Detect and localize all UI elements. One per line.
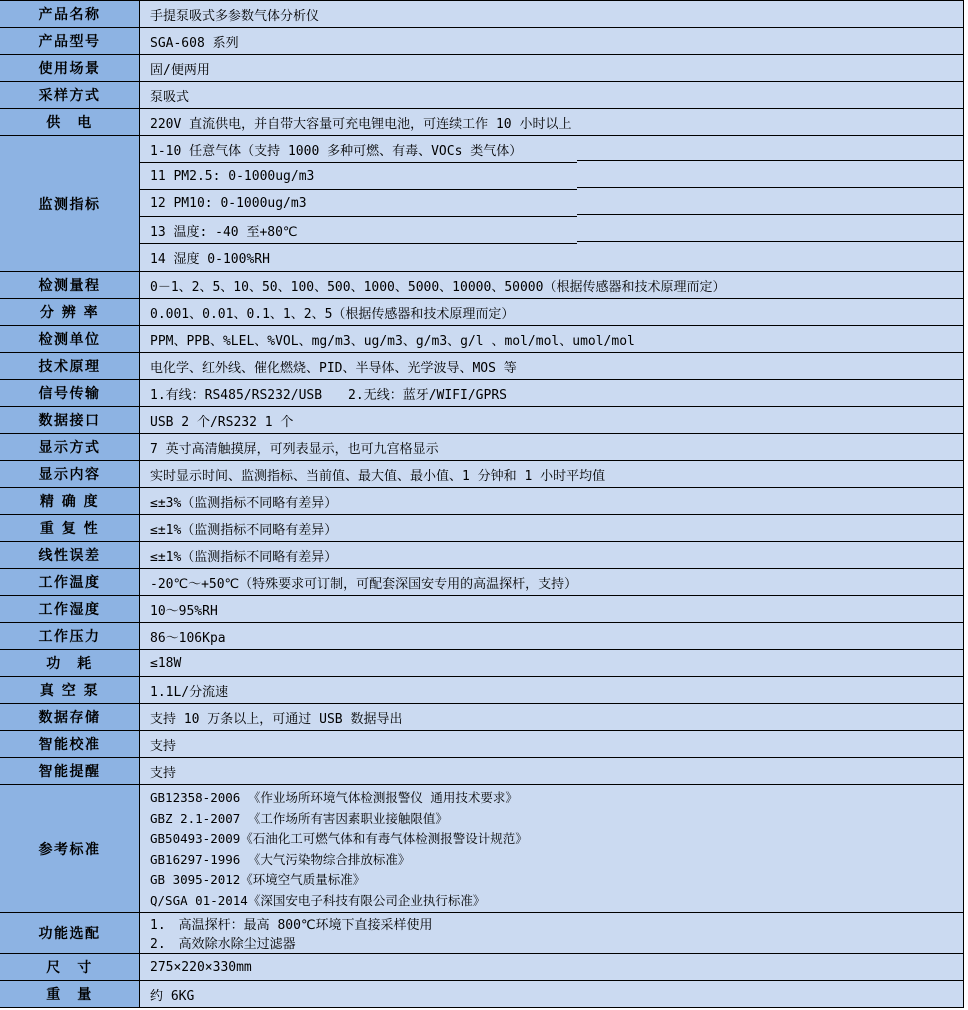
row-label-monitoring-indicators: 监测指标 (0, 136, 140, 271)
row-value-weight (140, 981, 963, 1007)
row-value-display-mode (140, 434, 963, 460)
row-value-usage-scenario (140, 55, 963, 81)
row-value-product-name (140, 1, 963, 27)
row-value-line: 泵吸式 (150, 89, 190, 105)
row-label-signal-transmission: 信号传输 (0, 380, 140, 406)
row-value-linearity-error (140, 542, 963, 568)
row-value-line: 1.有线：RS485/RS232/USB 2.无线：蓝牙/WIFI/GPRS (150, 387, 507, 403)
row-value-sampling-method (140, 82, 963, 108)
spec-row-optional-features (0, 913, 963, 954)
row-value-smart-calibration (140, 731, 963, 757)
row-label-optional-features: 功能选配 (0, 913, 140, 953)
row-label-vacuum-pump: 真 空 泵 (0, 677, 140, 703)
row-label-power-consumption: 功 耗 (0, 650, 140, 676)
row-label-linearity-error: 线性误差 (0, 542, 140, 568)
spec-row-product-model (0, 28, 963, 55)
row-value-line: 约 6KG (150, 988, 195, 1004)
spec-row-smart-calibration (0, 731, 963, 758)
row-value-dimensions (140, 954, 963, 980)
spec-row-monitoring-indicators (0, 136, 963, 272)
spec-row-detection-units (0, 326, 963, 353)
row-value-line: 0.001、0.01、0.1、1、2、5（根据传感器和技术原理而定） (150, 306, 515, 322)
row-label-usage-scenario: 使用场景 (0, 55, 140, 81)
row-value-line: 11 PM2.5: 0-1000ug/m3 (140, 163, 963, 190)
row-value-line: GBZ 2.1-2007 《工作场所有害因素职业接触限值》 (150, 810, 448, 826)
row-value-power-supply (140, 109, 963, 135)
row-value-data-storage (140, 704, 963, 730)
row-value-line: ≤±1%（监测指标不同略有差异） (150, 522, 338, 538)
spec-row-data-storage (0, 704, 963, 731)
spec-row-weight (0, 981, 963, 1008)
row-value-line: ≤±3%（监测指标不同略有差异） (150, 495, 338, 511)
row-label-data-storage: 数据存储 (0, 704, 140, 730)
row-label-accuracy: 精 确 度 (0, 488, 140, 514)
row-label-power-supply: 供 电 (0, 109, 140, 135)
row-value-optional-features (140, 913, 963, 953)
row-value-line: 0－1、2、5、10、50、100、500、1000、5000、10000、50000（根据传感器和技术原理而定） (150, 279, 726, 295)
row-label-working-temperature: 工作温度 (0, 569, 140, 595)
row-value-working-pressure (140, 623, 963, 649)
spec-row-working-humidity (0, 596, 963, 623)
row-value-monitoring-indicators (140, 136, 963, 271)
row-label-sampling-method: 采样方式 (0, 82, 140, 108)
row-label-weight: 重 量 (0, 981, 140, 1007)
spec-row-power-supply (0, 109, 963, 136)
row-label-display-mode: 显示方式 (0, 434, 140, 460)
row-value-signal-transmission (140, 380, 963, 406)
row-value-line: SGA-608 系列 (150, 35, 239, 51)
row-value-resolution (140, 299, 963, 325)
spec-row-vacuum-pump (0, 677, 963, 704)
row-label-detection-range: 检测量程 (0, 272, 140, 298)
spec-row-repeatability (0, 515, 963, 542)
row-value-detection-range (140, 272, 963, 298)
row-value-line: 1. 高温探杆：最高 800℃环境下直接采样使用 (150, 918, 433, 933)
row-value-product-model (140, 28, 963, 54)
row-value-line: GB12358-2006 《作业场所环境气体检测报警仪 通用技术要求》 (150, 790, 518, 806)
row-value-technical-principle (140, 353, 963, 379)
spec-row-dimensions (0, 954, 963, 981)
row-value-line: 支持 10 万条以上，可通过 USB 数据导出 (150, 711, 403, 727)
row-label-reference-standards: 参考标准 (0, 785, 140, 912)
spec-row-reference-standards (0, 785, 963, 913)
spec-row-signal-transmission (0, 380, 963, 407)
spec-row-display-mode (0, 434, 963, 461)
row-label-working-humidity: 工作湿度 (0, 596, 140, 622)
spec-row-product-name (0, 1, 963, 28)
row-value-smart-reminder (140, 758, 963, 784)
spec-row-detection-range (0, 272, 963, 299)
row-value-working-humidity (140, 596, 963, 622)
spec-row-smart-reminder (0, 758, 963, 785)
row-value-repeatability (140, 515, 963, 541)
row-value-line: 7 英寸高清触摸屏，可列表显示，也可九宫格显示 (150, 441, 439, 457)
row-value-line: -20℃～+50℃（特殊要求可订制，可配套深国安专用的高温探杆，支持） (150, 576, 578, 592)
row-value-line: GB 3095-2012《环境空气质量标准》 (150, 872, 366, 888)
spec-row-data-interface (0, 407, 963, 434)
row-value-line: 1.1L/分流速 (150, 684, 229, 700)
spec-row-usage-scenario (0, 55, 963, 82)
row-value-line: Q/SGA 01-2014《深国安电子科技有限公司企业执行标准》 (150, 892, 486, 908)
row-value-line: 275×220×330mm (150, 959, 252, 975)
row-value-line: GB16297-1996 《大气污染物综合排放标准》 (150, 851, 411, 867)
row-label-technical-principle: 技术原理 (0, 353, 140, 379)
row-value-line: ≤±1%（监测指标不同略有差异） (150, 549, 338, 565)
row-value-power-consumption (140, 650, 963, 676)
row-label-smart-calibration: 智能校准 (0, 731, 140, 757)
row-value-line: PPM、PPB、%LEL、%VOL、mg/m3、ug/m3、g/m3、g/l 、mol/mol、umol/mol (150, 333, 635, 349)
spec-row-power-consumption (0, 650, 963, 677)
row-label-dimensions: 尺 寸 (0, 954, 140, 980)
row-value-line: 实时显示时间、监测指标、当前值、最大值、最小值、1 分钟和 1 小时平均值 (150, 468, 606, 484)
row-label-data-interface: 数据接口 (0, 407, 140, 433)
row-value-line: 支持 (150, 738, 177, 754)
row-value-line: 固/便两用 (150, 62, 210, 78)
row-label-smart-reminder: 智能提醒 (0, 758, 140, 784)
row-label-working-pressure: 工作压力 (0, 623, 140, 649)
row-value-line: 支持 (150, 765, 177, 781)
row-value-line: 14 湿度 0-100%RH (150, 252, 270, 267)
spec-row-technical-principle (0, 353, 963, 380)
row-label-product-model: 产品型号 (0, 28, 140, 54)
row-label-display-content: 显示内容 (0, 461, 140, 487)
row-value-vacuum-pump (140, 677, 963, 703)
row-value-line: 手提泵吸式多参数气体分析仪 (150, 8, 320, 24)
spec-row-resolution (0, 299, 963, 326)
row-value-line: 1-10 任意气体（支持 1000 多种可燃、有毒、VOCs 类气体） (140, 136, 963, 163)
row-value-detection-units (140, 326, 963, 352)
row-value-reference-standards (140, 785, 963, 912)
row-value-line: 电化学、红外线、催化燃烧、PID、半导体、光学波导、MOS 等 (150, 360, 517, 376)
row-label-resolution: 分 辨 率 (0, 299, 140, 325)
row-value-accuracy (140, 488, 963, 514)
spec-row-sampling-method (0, 82, 963, 109)
row-value-line: 13 温度: -40 至+80℃ (140, 217, 963, 244)
row-value-line: 86～106Kpa (150, 630, 226, 646)
row-label-detection-units: 检测单位 (0, 326, 140, 352)
row-value-line: USB 2 个/RS232 1 个 (150, 414, 294, 430)
row-value-line: 12 PM10: 0-1000ug/m3 (140, 190, 963, 217)
spec-row-working-temperature (0, 569, 963, 596)
row-value-data-interface (140, 407, 963, 433)
row-value-working-temperature (140, 569, 963, 595)
row-value-line: GB50493-2009《石油化工可燃气体和有毒气体检测报警设计规范》 (150, 831, 528, 847)
spec-row-working-pressure (0, 623, 963, 650)
row-value-line: 2. 高效除水除尘过滤器 (150, 937, 296, 952)
spec-row-linearity-error (0, 542, 963, 569)
spec-row-display-content (0, 461, 963, 488)
row-label-repeatability: 重 复 性 (0, 515, 140, 541)
row-value-line: ≤18W (150, 655, 182, 671)
row-value-display-content (140, 461, 963, 487)
row-label-product-name: 产品名称 (0, 1, 140, 27)
row-value-line: 10～95%RH (150, 603, 218, 619)
row-value-line: 220V 直流供电，并自带大容量可充电锂电池，可连续工作 10 小时以上 (150, 116, 572, 132)
spec-row-accuracy (0, 488, 963, 515)
